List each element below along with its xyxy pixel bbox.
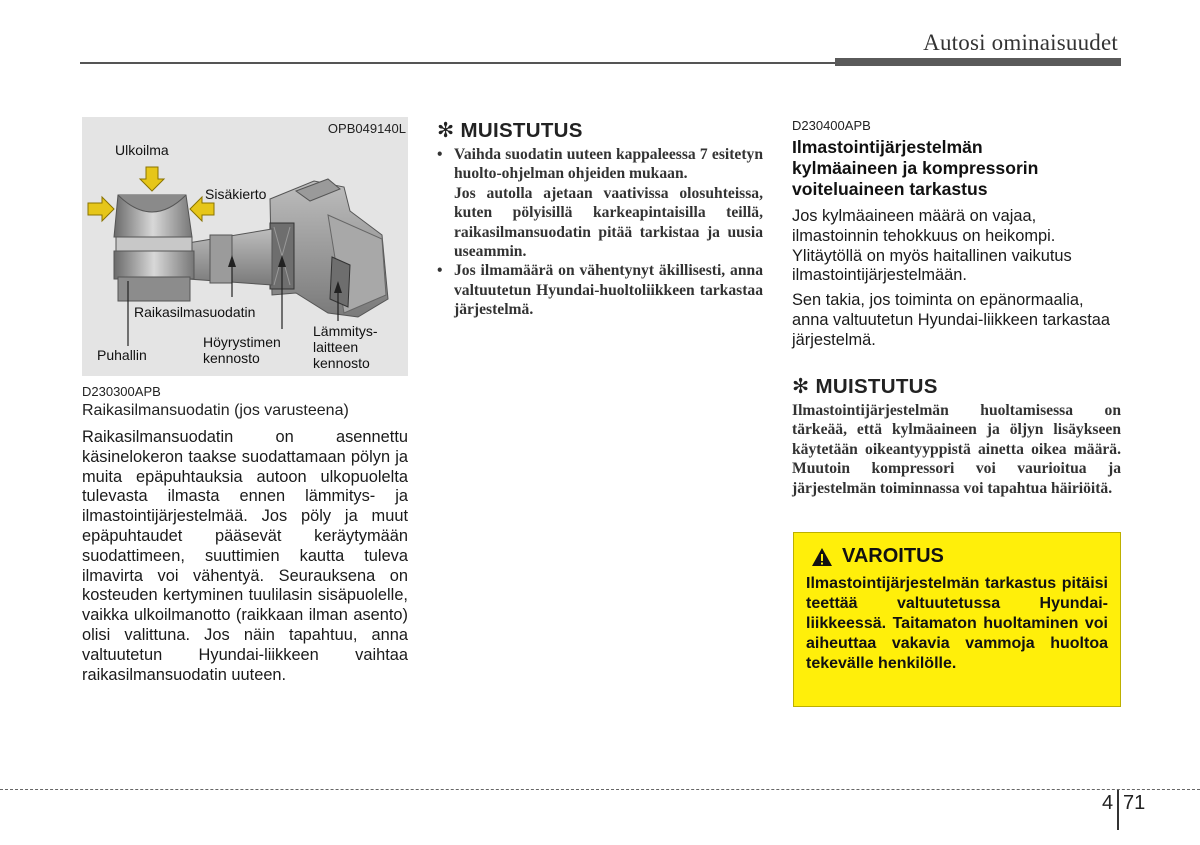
label-lammitys-line2: laitteen [313, 339, 359, 355]
section-body: Raikasilmansuodatin on asennettu käsinelokeron taakse suodattamaan pölyn ja muita epäpuhtauksia autoon ulkopuolelta tulevasta ilmasta ennen lämmitys- ja ilmastointijärjestelmää. Jos pöly ja muut epäpuhtaudet pääsevät keräytymään suodattimeen, suuttimien kautta tuleva ilmavirta voi vähentyä. Seurauksena on kosteuden kertyminen tuulilasin sisäpuolelle, vaikka ulkoilmanotto (raikkaan ilman asento) olisi valittuna. Jos näin tapahtuu, anna valtuutetun Hyundai-liikkeen vaihtaa raikasilmansuodatin uuteen. [82, 428, 408, 684]
header-bar [835, 58, 1121, 66]
warning-heading [811, 545, 1108, 568]
section-subtitle: Raikasilmansuodatin (jos varusteena) [82, 402, 349, 419]
section-code: D230300APB [82, 384, 161, 399]
label-hoyrystin-line2: kennosto [203, 350, 260, 366]
warning-triangle-icon [811, 547, 833, 567]
note-item-text: Jos autolla ajetaan vaativissa olosuhteissa, kuten pölyisillä karkeapintaisilla teillä, raikasilmansuodatin pitää tarkistaa ja uusia useammin. [454, 184, 763, 261]
section-body: Sen takia, jos toiminta on epänormaalia, anna valtuutetun Hyundai-liikkeen tarkastaa järjestelmä. [792, 291, 1110, 349]
section-code: D230400APB [792, 118, 871, 133]
footer-rule [0, 789, 1200, 790]
note-asterisk-icon: ✻ [792, 375, 810, 398]
label-lammitys-line1: Lämmitys- [313, 323, 378, 339]
note-list [437, 145, 763, 320]
label-hoyrystin [203, 334, 281, 366]
section-number: 4 [1102, 792, 1114, 814]
header-rule [80, 62, 840, 64]
note-heading [437, 118, 583, 143]
page-number: 71 [1123, 792, 1146, 814]
note-item [437, 261, 763, 319]
label-puhallin: Puhallin [97, 347, 147, 363]
section-heading: Ilmastointijärjestelmän kylmäaineen ja kompressorin voiteluaineen tarkastus [792, 137, 1039, 199]
note-item-text: • Jos ilmamäärä on vähentynyt äkillisesti, anna valtuutetun Hyundai-huoltoliikkeen tarkastaa järjestelmä. [454, 262, 763, 319]
note-item-text: • Vaihda suodatin uuteen kappaleessa 7 esitetyn huolto-ohjelman ohjeiden mukaan. [454, 146, 763, 183]
warning-text: Ilmastointijärjestelmän tarkastus pitäisi teettää valtuutetussa Hyundai-liikkeessä. Taitamaton huoltaminen voi aiheuttaa vakavia vammoja huoltoa tekevälle henkilölle. [806, 575, 1108, 672]
figure-code: OPB049140L [327, 121, 406, 136]
label-lammitys-line3: kennosto [313, 355, 370, 371]
label-raikasilmasuodatin: Raikasilmasuodatin [134, 304, 256, 320]
warning-box [793, 532, 1121, 707]
note-title: MUISTUTUS [460, 119, 583, 142]
note-item [437, 145, 763, 261]
note-asterisk-icon: ✻ [437, 119, 455, 142]
label-sisakierto: Sisäkierto [205, 186, 267, 202]
warning-title: VAROITUS [842, 545, 944, 567]
note-title: MUISTUTUS [815, 375, 938, 398]
hvac-diagram [82, 117, 408, 376]
note-text: Ilmastointijärjestelmän huoltamisessa on tärkeää, että kylmäaineen ja öljyn lisäykseen käytetään oikeantyyppistä ainetta oikea määrä. Muutoin kompressori voi vaurioitua ja järjestelmän toiminnassa voi tapahtua häiriöitä. [792, 402, 1121, 497]
label-lammitys [313, 323, 378, 371]
running-header: Autosi ominaisuudet [923, 30, 1118, 55]
label-ulkoilma: Ulkoilma [115, 142, 169, 158]
note-heading [792, 374, 938, 399]
label-hoyrystin-line1: Höyrystimen [203, 334, 281, 350]
page-number-divider [1117, 790, 1119, 830]
section-body: Jos kylmäaineen määrä on vajaa, ilmastoinnin tehokkuus on heikompi. Ylitäytöllä on myös haitallinen vaikutus ilmastointijärjestelmään. [792, 207, 1072, 285]
